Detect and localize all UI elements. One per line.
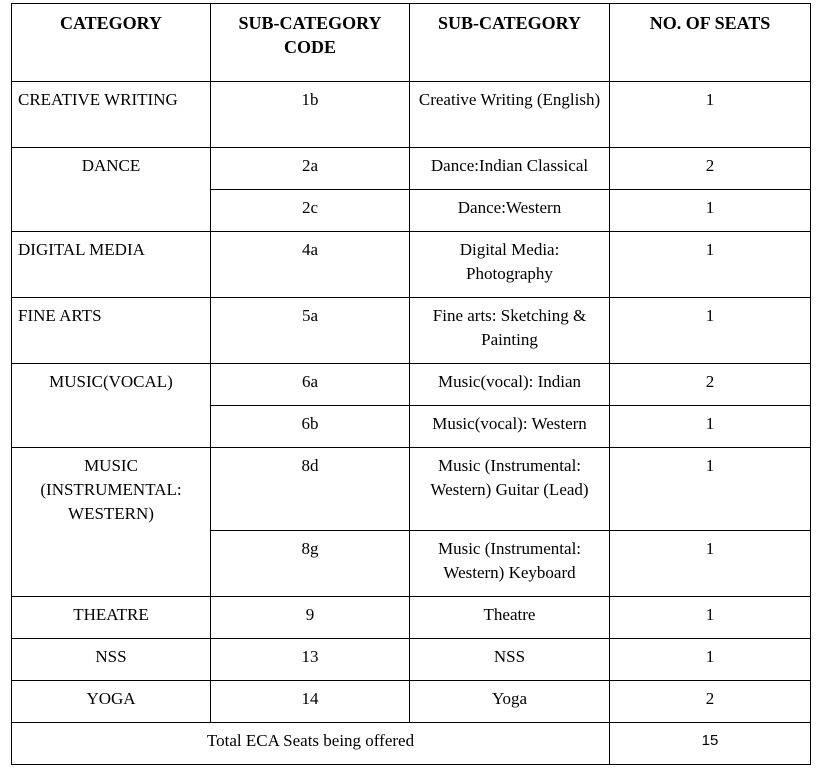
category-cell: FINE ARTS [12, 298, 211, 364]
seats-cell: 2 [610, 364, 811, 406]
category-cell: CREATIVE WRITING [12, 82, 211, 148]
code-cell: 8d [211, 448, 410, 531]
sub-category-cell: Music(vocal): Western [410, 406, 610, 448]
seats-cell: 1 [610, 190, 811, 232]
category-cell: YOGA [12, 681, 211, 723]
sub-category-cell: Digital Media: Photography [410, 232, 610, 298]
table-row [12, 597, 811, 639]
table-row [12, 148, 811, 190]
code-cell: 14 [211, 681, 410, 723]
table-row [12, 448, 811, 531]
seats-cell: 1 [610, 639, 811, 681]
code-cell: 9 [211, 597, 410, 639]
seats-cell: 1 [610, 448, 811, 531]
seats-cell: 1 [610, 232, 811, 298]
seats-cell: 2 [610, 681, 811, 723]
header-sub-category-code: SUB-CATEGORY CODE [211, 4, 410, 82]
seats-cell: 1 [610, 531, 811, 597]
code-cell: 5a [211, 298, 410, 364]
seats-cell: 1 [610, 406, 811, 448]
sub-category-cell: Dance:Indian Classical [410, 148, 610, 190]
sub-category-cell: Yoga [410, 681, 610, 723]
header-category: CATEGORY [12, 4, 211, 82]
sub-category-cell: Music (Instrumental: Western) Keyboard [410, 531, 610, 597]
table-row [12, 639, 811, 681]
seats-cell: 2 [610, 148, 811, 190]
category-cell: MUSIC(VOCAL) [12, 364, 211, 448]
code-cell: 13 [211, 639, 410, 681]
category-cell: DANCE [12, 148, 211, 232]
header-seats: NO. OF SEATS [610, 4, 811, 82]
sub-category-cell: Music (Instrumental: Western) Guitar (Lead) [410, 448, 610, 531]
table-row [12, 298, 811, 364]
table-row [12, 364, 811, 406]
code-cell: 2a [211, 148, 410, 190]
sub-category-cell: Dance:Western [410, 190, 610, 232]
header-sub-category: SUB-CATEGORY [410, 4, 610, 82]
category-cell: DIGITAL MEDIA [12, 232, 211, 298]
sub-category-cell: Fine arts: Sketching & Painting [410, 298, 610, 364]
sub-category-cell: Theatre [410, 597, 610, 639]
table-row [12, 82, 811, 148]
total-row [12, 723, 811, 765]
seats-cell: 1 [610, 82, 811, 148]
code-cell: 4a [211, 232, 410, 298]
eca-seats-table [11, 3, 811, 765]
sub-category-cell: Creative Writing (English) [410, 82, 610, 148]
seats-cell: 1 [610, 298, 811, 364]
code-cell: 6a [211, 364, 410, 406]
total-label: Total ECA Seats being offered [12, 723, 610, 765]
code-cell: 1b [211, 82, 410, 148]
category-cell: NSS [12, 639, 211, 681]
seats-cell: 1 [610, 597, 811, 639]
table-row [12, 232, 811, 298]
sub-category-cell: NSS [410, 639, 610, 681]
sub-category-cell: Music(vocal): Indian [410, 364, 610, 406]
total-value: 15 [610, 723, 811, 765]
code-cell: 2c [211, 190, 410, 232]
table-row [12, 681, 811, 723]
category-cell: MUSIC (INSTRUMENTAL: WESTERN) [12, 448, 211, 597]
category-cell: THEATRE [12, 597, 211, 639]
code-cell: 8g [211, 531, 410, 597]
header-row [12, 4, 811, 82]
code-cell: 6b [211, 406, 410, 448]
